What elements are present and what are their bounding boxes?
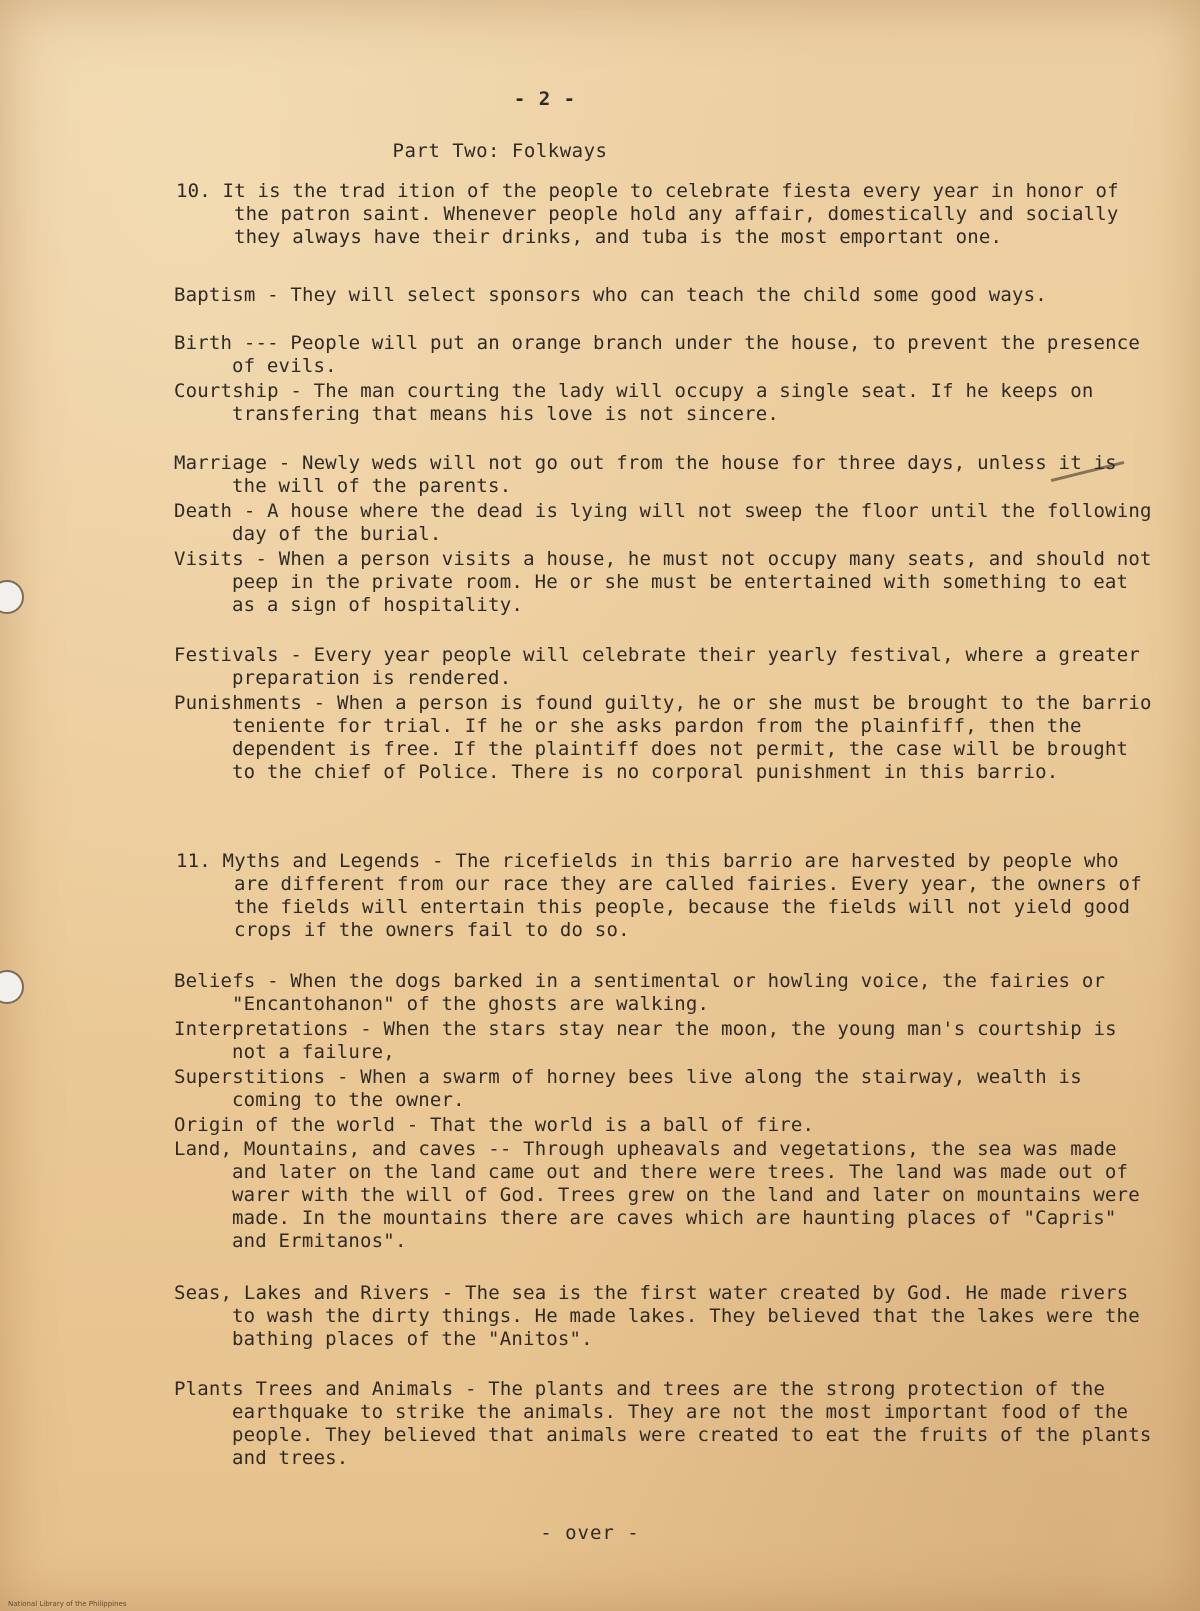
- paragraph-interpretations: Interpretations - When the stars stay near the moon, the young man's courtship is not a failure,: [174, 1018, 1117, 1063]
- section-heading: Part Two: Folkways: [392, 140, 608, 162]
- paragraph-plants-trees-animals: Plants Trees and Animals - The plants and trees are the strong protection of the earthquake to strike the animals. They are not the most important food of the people. They believed that animals were created to eat the fruits of the plants and trees.: [174, 1378, 1152, 1469]
- paragraph-marriage: Marriage - Newly weds will not go out from the house for three days, unless it is the will of the parents.: [174, 452, 1117, 497]
- paragraph-birth: Birth --- People will put an orange branch under the house, to prevent the presence of evils.: [174, 332, 1141, 377]
- paragraph-beliefs: Beliefs - When the dogs barked in a sentimental or howling voice, the fairies or "Encantohanon" of the ghosts are walking.: [174, 970, 1106, 1015]
- paragraph-festivals: Festivals - Every year people will celebrate their yearly festival, where a greater preparation is rendered.: [174, 644, 1141, 689]
- archive-stamp: National Library of the Philippines: [8, 1600, 127, 1608]
- paragraph-myths-legends: 11. Myths and Legends - The ricefields in this barrio are harvested by people who are different from our race they are called fairies. Every year, the owners of the fields will entertain this people, because the fields will not yield good crops if the owners fail to do so.: [176, 850, 1142, 941]
- paragraph-fiesta: 10. It is the trad ition of the people to celebrate fiesta every year in honor of the patron saint. Whenever people hold any affair, domestically and socially they always have their drinks, and tuba is the most emportant one.: [176, 180, 1119, 248]
- paragraph-origin-world: Origin of the world - That the world is a ball of fire.: [174, 1114, 815, 1136]
- paragraph-death: Death - A house where the dead is lying will not sweep the floor until the following day of the burial.: [174, 500, 1152, 545]
- page-footer: - over -: [540, 1522, 640, 1544]
- paragraph-superstitions: Superstitions - When a swarm of horney bees live along the stairway, wealth is coming to the owner.: [174, 1066, 1082, 1111]
- page-number: - 2 -: [513, 88, 577, 110]
- paragraph-courtship: Courtship - The man courting the lady will occupy a single seat. If he keeps on transfering that means his love is not sincere.: [174, 380, 1094, 425]
- punch-hole: [0, 970, 24, 1004]
- paragraph-visits: Visits - When a person visits a house, he must not occupy many seats, and should not peep in the private room. He or she must be entertained with something to eat as a sign of hospitality.: [174, 548, 1152, 616]
- paragraph-seas-lakes-rivers: Seas, Lakes and Rivers - The sea is the first water created by God. He made rivers to wash the dirty things. He made lakes. They believed that the lakes were the bathing places of the "Anitos".: [174, 1282, 1140, 1350]
- paragraph-punishments: Punishments - When a person is found guilty, he or she must be brought to the barrio teniente for trial. If he or she asks pardon from the plainfiff, then the dependent is free. If the plaintiff does not permit, the case will be brought to the chief of Police. There is no corporal punishment in this barrio.: [174, 692, 1152, 783]
- paragraph-land-mountains-caves: Land, Mountains, and caves -- Through upheavals and vegetations, the sea was made and later on the land came out and there were trees. The land was made out of warer with the will of God. Trees grew on the land and later on mountains were made. In the mountains there are caves which are haunting places of "Capris" and Ermitanos".: [174, 1138, 1140, 1252]
- paragraph-baptism: Baptism - They will select sponsors who can teach the child some good ways.: [174, 284, 1047, 306]
- punch-hole: [0, 580, 24, 614]
